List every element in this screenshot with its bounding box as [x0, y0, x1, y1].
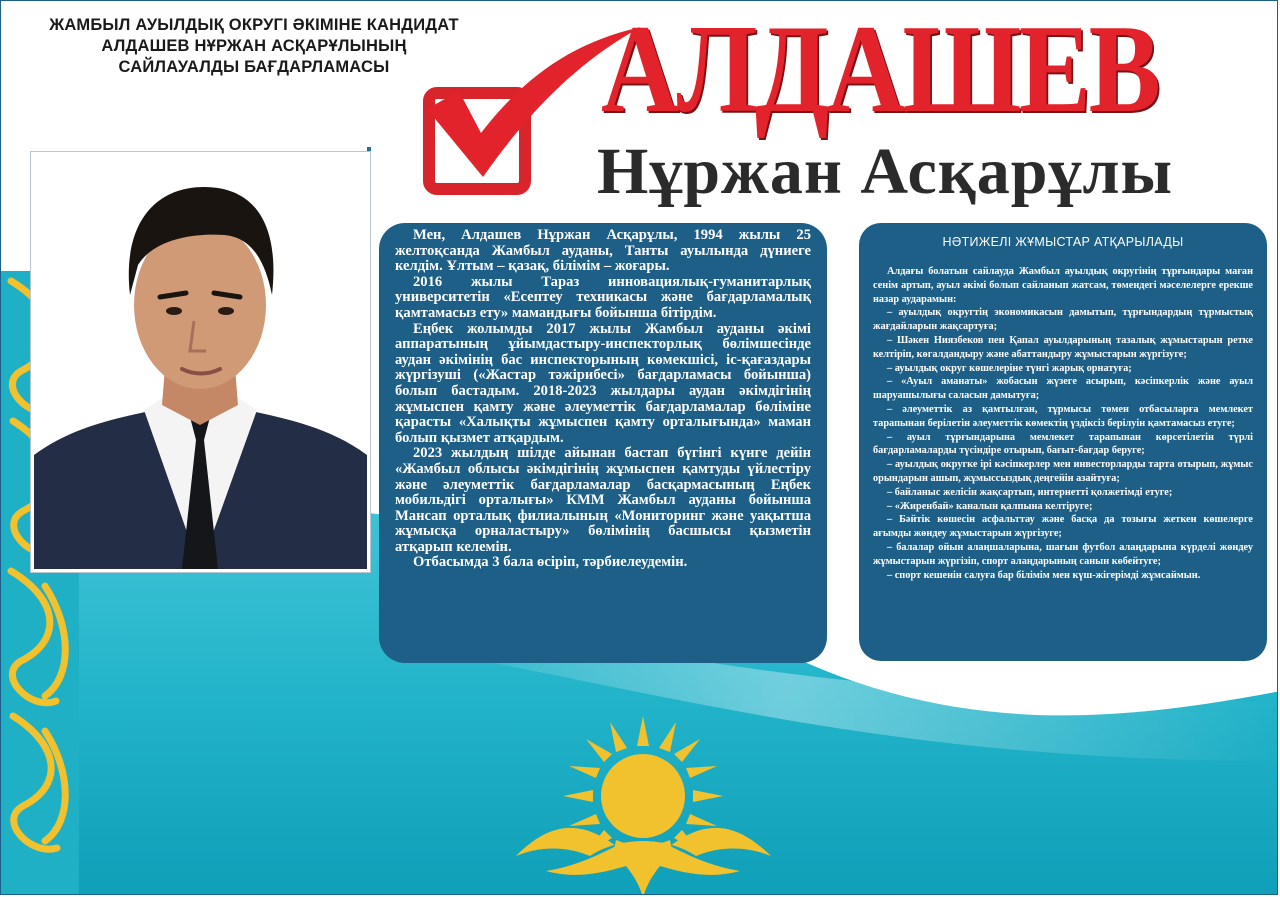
- program-panel: [859, 223, 1267, 661]
- program-item: – ауылдық округтің экономикасын дамытып, тұрғындардың тұрмыстық жағдайларын жақсартуға;: [873, 307, 1253, 333]
- program-item: – Шәкен Ниязбеков пен Қапал ауылдарының тазалық жұмыстарын ретке келтіріп, көгалдандыру және абаттандыру жұмыстарын жүргізуге;: [873, 334, 1253, 360]
- biography-panel: [379, 223, 827, 663]
- program-item: – ауылдық округке ірі кәсіпкерлер мен инвесторларды тарта отырып, жұмыс орындарын ашып, жұмыссыздық деңгейін азайтуға;: [873, 459, 1253, 484]
- header-line-1: ЖАМБЫЛ АУЫЛДЫҚ ОКРУГІ ӘКІМІНЕ КАНДИДАТ: [49, 16, 459, 34]
- program-title: НӘТИЖЕЛІ ЖҰМЫСТАР АТҚАРЫЛАДЫ: [942, 235, 1184, 249]
- program-body: [873, 265, 1253, 582]
- program-item: – «Ауыл аманаты» жобасын жүзеге асырып, кәсіпкерлік және ауыл шаруашылығы саласын дамытуға;: [873, 376, 1253, 402]
- program-item: – ауыл тұрғындарына мемлекет тарапынан көрсетілетін түрлі бағдарламаларды түсіндіре отырып, бағыт-бағдар беруге;: [873, 431, 1253, 457]
- bio-paragraph: Отбасымда 3 бала өсіріп, тәрбиелеудемін.: [413, 554, 688, 571]
- bio-paragraph: 2016 жылы Тараз инновациялық-гуманитарлық университетін «Есептеу техникасы және бағдарламалық қамтамасыз ету» мамандығы бойынша бітірдім.: [395, 273, 811, 321]
- program-item: – әлеуметтік аз қамтылған, тұрмысы төмен отбасыларға мемлекет тарапынан берілетін әлеуметтік көмектің үздіксіз берілуін қамтамасыз етуге;: [873, 403, 1253, 429]
- bio-paragraph: Мен, Алдашев Нұржан Асқарұлы, 1994 жылы 25 желтоқсанда Жамбыл ауданы, Танты ауылында дүниеге келдім. Ұлтым – қазақ, білімім – жоғары.: [395, 227, 811, 275]
- program-item: – балалар ойын алаңшаларына, шағын футбол алаңдарына күрделі жөндеу жұмыстарын жүргізіп, спорт алаңдарының санын көбейтуге;: [873, 541, 1253, 567]
- candidate-photo: [31, 152, 370, 572]
- program-item: Алдағы болатын сайлауда Жамбыл ауылдық округінің тұрғындары маған сенім артып, ауыл әкімі болып сайланып жатсам, төмендегі мәселелерге ерекше назар аударамын:: [873, 266, 1253, 305]
- candidate-surname: АЛДАШЕВ: [601, 0, 1159, 139]
- portrait-icon: [34, 155, 367, 569]
- bio-paragraph: 2023 жылдың шілде айынан бастап бүгінгі күнге дейін «Жамбыл облысы әкімдігінің жұмыспен қамтуды үйлестіру және әлеуметтік бағдарламалар басқармасының Еңбек мобильдігі орталығы» КММ Жамбыл ауданы бойынша Мансап орталық филиалының «Мониторинг және уақытша жұмысқа орналастыру» бөлімінің басшысы қызметін атқарып келемін.: [395, 445, 811, 555]
- header-line-3: САЙЛАУАЛДЫ БАҒДАРЛАМАСЫ: [118, 58, 390, 76]
- candidate-given-name: Нұржан Асқарұлы: [597, 135, 1174, 208]
- program-item: – Бәйтік көшесін асфальттау және басқа да тозығы жеткен көшелерге ағымды жөндеу жұмыстарын жүргізуге;: [873, 514, 1253, 540]
- program-item: – ауылдық округ көшелеріне түнгі жарық орнатуға;: [887, 362, 1132, 374]
- header-line-2: АЛДАШЕВ НҰРЖАН АСҚАРҰЛЫНЫҢ: [101, 37, 407, 55]
- program-item: – спорт кешенін салуға бар білімім мен күш-жігерімді жұмсаймын.: [887, 569, 1201, 581]
- program-item: – «Жиренбай» каналын қалпына келтіруге;: [887, 500, 1093, 512]
- bio-paragraph: Еңбек жолымды 2017 жылы Жамбыл ауданы әкімі аппаратының ұйымдастыру-инспекторлық бөлімшесінде аудан әкімінің бас инспекторының көмекшісі, іс-қағаздары жүргізуші («Жастар тәжірибесі» бағдарламасы бойынша) болып бастадым. 2018-2023 жылдары аудан әкімдігінің жұмыспен қамту және әлеуметтік бағдарламалар бөліміне қарасты «Халықты жұмыспен қамту орталығында» маман болып қызмет атқардым.: [395, 320, 811, 446]
- program-item: – байланыс желісін жақсартып, интернетті қолжетімді етуге;: [887, 486, 1173, 498]
- flag-sun-eagle-icon: [506, 706, 781, 895]
